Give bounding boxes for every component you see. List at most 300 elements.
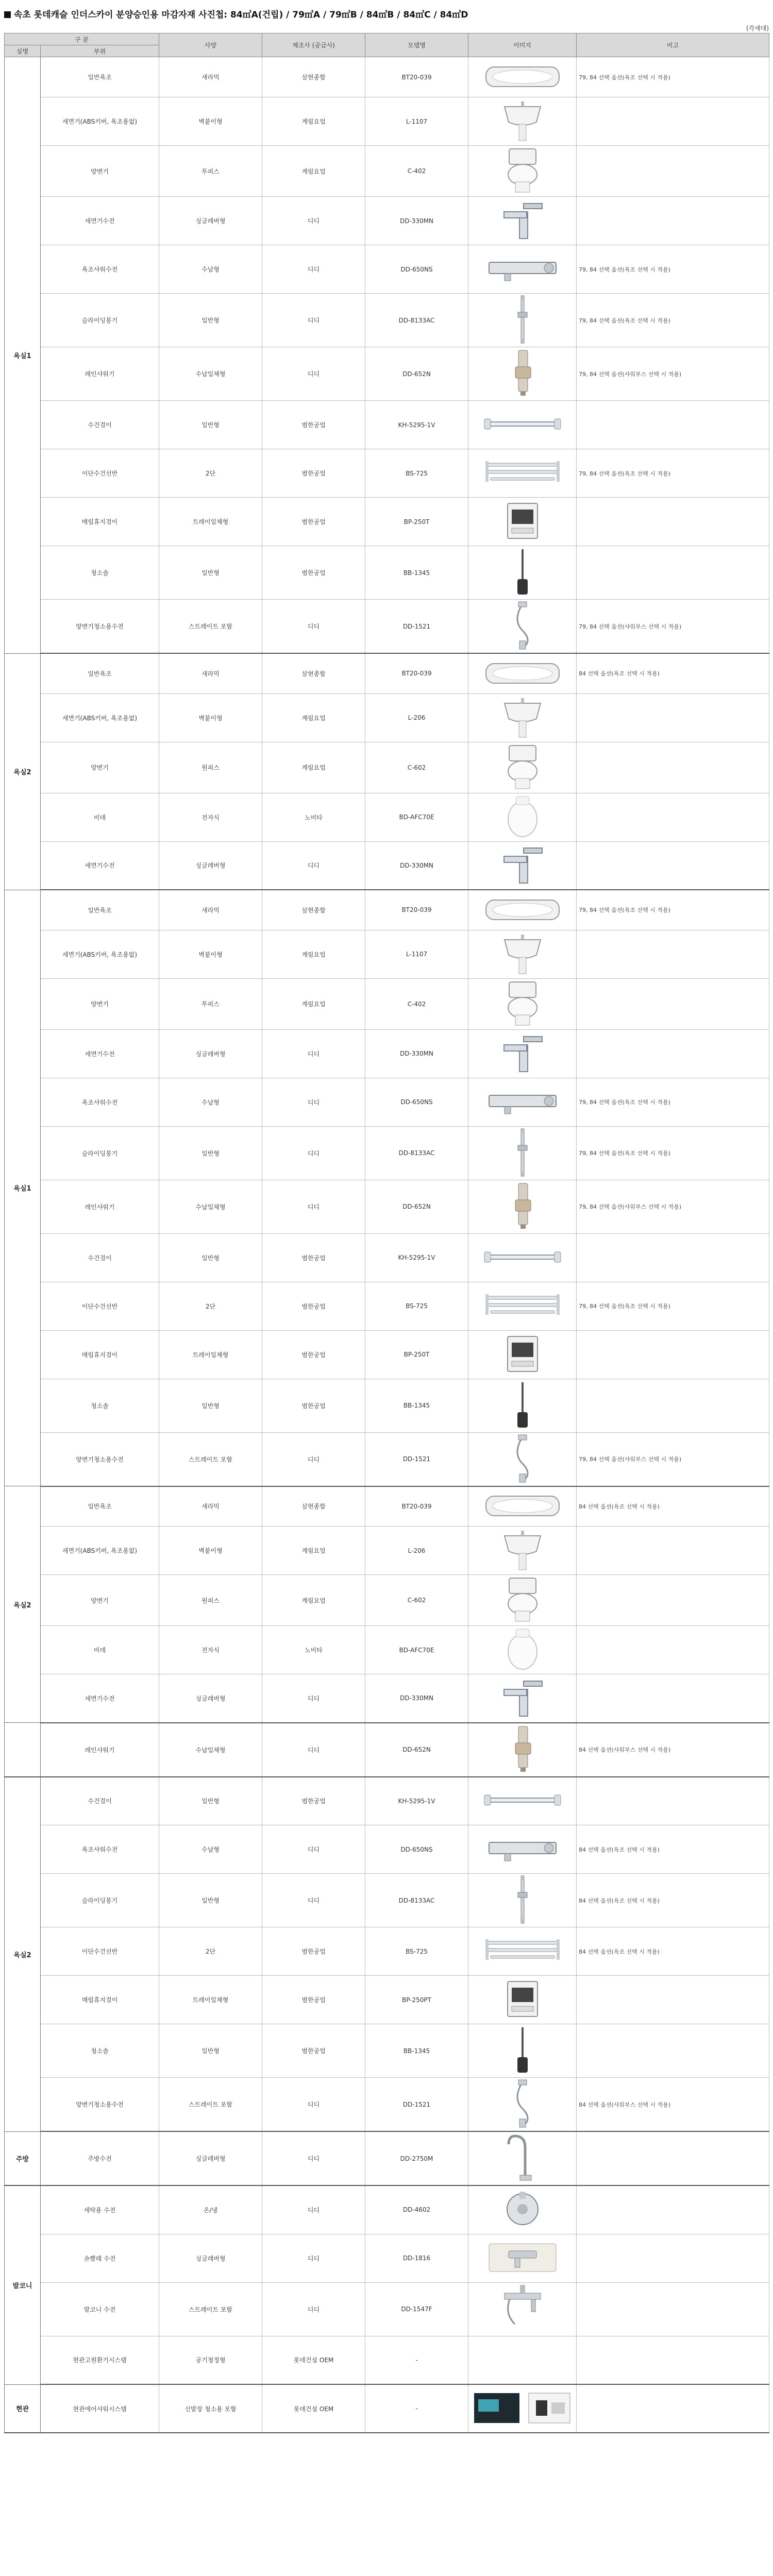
- group-cell: 주방: [5, 2131, 41, 2185]
- image-cell: [468, 2234, 577, 2282]
- paper-holder-icon: [468, 1333, 576, 1376]
- item-cell: 레인샤워기: [41, 347, 159, 401]
- note-cell: [577, 1527, 769, 1575]
- spec-cell: 스트레이트 포함: [159, 2078, 262, 2132]
- image-cell: [468, 2078, 577, 2132]
- spec-cell: 일반형: [159, 1126, 262, 1180]
- model-cell: L-1107: [365, 97, 468, 146]
- item-cell: 손빨래 수전: [41, 2234, 159, 2282]
- bidet-sprayer-icon: [468, 600, 576, 653]
- maker-cell: 노비타: [262, 1626, 365, 1674]
- model-cell: DD-1521: [365, 600, 468, 654]
- table-row: [5, 1233, 769, 1282]
- maker-cell: 계림요업: [262, 1575, 365, 1626]
- note-cell: [577, 546, 769, 600]
- image-cell: [468, 841, 577, 890]
- spec-cell: 벽붙이형: [159, 693, 262, 742]
- item-cell: 세면기(ABS키버, 욕조용없): [41, 693, 159, 742]
- spec-cell: 2단: [159, 1927, 262, 1976]
- image-cell: [468, 1825, 577, 1874]
- header-maker: 제조사 (공급사): [262, 33, 365, 57]
- toilet-icon: [468, 742, 576, 793]
- note-cell: 79, 84 선택 옵션(샤워부스 선택 시 적용): [577, 1432, 769, 1486]
- maker-cell: 디디: [262, 2131, 365, 2185]
- spec-cell: 2단: [159, 1282, 262, 1330]
- table-row: [5, 1874, 769, 1927]
- table-row: [5, 978, 769, 1029]
- table-row: [5, 2024, 769, 2078]
- image-cell: [468, 2384, 577, 2433]
- image-cell: [468, 1527, 577, 1575]
- kitchen-faucet-icon: [468, 2132, 576, 2185]
- faucet-icon: [468, 844, 576, 887]
- maker-cell: 범한공업: [262, 401, 365, 449]
- spec-cell: 스트레이트 포함: [159, 1432, 262, 1486]
- table-row: [5, 841, 769, 890]
- washbasin-icon: [468, 694, 576, 742]
- spec-cell: 싱글레버형: [159, 1674, 262, 1723]
- item-cell: 욕조샤워수전: [41, 1078, 159, 1126]
- maker-cell: 디디: [262, 1078, 365, 1126]
- header-image: 이미지: [468, 33, 577, 57]
- bathtub-icon: [468, 895, 576, 925]
- table-row: [5, 742, 769, 793]
- model-cell: BT20-039: [365, 1486, 468, 1527]
- header-model: 모델명: [365, 33, 468, 57]
- image-cell: [468, 1379, 577, 1432]
- group-cell: 현관: [5, 2384, 41, 2433]
- item-cell: 슬라이딩봉기: [41, 294, 159, 347]
- washbasin-icon: [468, 930, 576, 978]
- table-row: [5, 57, 769, 97]
- group-cell: 욕실1: [5, 890, 41, 1486]
- model-cell: C-602: [365, 1575, 468, 1626]
- image-cell: [468, 793, 577, 841]
- maker-cell: 범한공업: [262, 498, 365, 546]
- table-row: [5, 197, 769, 245]
- spec-cell: 원피스: [159, 1575, 262, 1626]
- item-cell: 이단수건선반: [41, 449, 159, 498]
- maker-cell: 계림요업: [262, 742, 365, 793]
- image-cell: [468, 2282, 577, 2336]
- spec-cell: 싱글레버형: [159, 841, 262, 890]
- maker-cell: 범한공업: [262, 1330, 365, 1379]
- spec-cell: 수납형: [159, 245, 262, 294]
- header-spec: 사양: [159, 33, 262, 57]
- group-cell: [5, 1723, 41, 1777]
- model-cell: DD-8133AC: [365, 1874, 468, 1927]
- model-cell: DD-330MN: [365, 1029, 468, 1078]
- model-cell: C-602: [365, 742, 468, 793]
- table-row: [5, 930, 769, 978]
- model-cell: DD-330MN: [365, 197, 468, 245]
- table-row: [5, 653, 769, 693]
- image-cell: [468, 1330, 577, 1379]
- model-cell: -: [365, 2384, 468, 2433]
- image-cell: [468, 97, 577, 146]
- rain-shower-icon: [468, 1180, 576, 1233]
- model-cell: DD-650NS: [365, 1078, 468, 1126]
- image-cell: [468, 57, 577, 97]
- maker-cell: 삼현종합: [262, 890, 365, 930]
- header-note: 비고: [577, 33, 769, 57]
- note-cell: [577, 693, 769, 742]
- header-space: 실명: [5, 45, 41, 57]
- towel-bar-icon: [468, 1247, 576, 1269]
- table-row: [5, 1626, 769, 1674]
- spec-cell: 온/냉: [159, 2185, 262, 2234]
- note-cell: [577, 2131, 769, 2185]
- table-row: [5, 1527, 769, 1575]
- maker-cell: 디디: [262, 1825, 365, 1874]
- shower-mixer-icon: [468, 253, 576, 285]
- towel-shelf-icon: [468, 1935, 576, 1968]
- image-cell: [468, 2131, 577, 2185]
- towel-shelf-icon: [468, 1290, 576, 1323]
- item-cell: 일반욕조: [41, 1486, 159, 1527]
- spec-cell: 수납일체형: [159, 1723, 262, 1777]
- faucet-icon: [468, 199, 576, 242]
- note-cell: [577, 1626, 769, 1674]
- materials-table: [4, 33, 769, 2433]
- header-group: 구 분: [5, 33, 159, 45]
- image-cell: [468, 693, 577, 742]
- table-row: [5, 890, 769, 930]
- note-cell: [577, 2185, 769, 2234]
- note-cell: 79, 84 선택 옵션(욕조 선택 시 적용): [577, 1282, 769, 1330]
- item-cell: 세면기수전: [41, 1674, 159, 1723]
- model-cell: DD-652N: [365, 347, 468, 401]
- table-row: [5, 1777, 769, 1825]
- item-cell: 세면기(ABS키버, 욕조용없): [41, 97, 159, 146]
- table-row: [5, 1330, 769, 1379]
- image-cell: [468, 1976, 577, 2024]
- group-cell: 욕실1: [5, 57, 41, 654]
- maker-cell: 계림요업: [262, 693, 365, 742]
- item-cell: 양변기: [41, 146, 159, 197]
- model-cell: DD-652N: [365, 1723, 468, 1777]
- table-row: [5, 401, 769, 449]
- maker-cell: 삼현종합: [262, 1486, 365, 1527]
- spec-cell: 투피스: [159, 978, 262, 1029]
- table-row: [5, 498, 769, 546]
- item-cell: 청소솔: [41, 1379, 159, 1432]
- shower-mixer-icon: [468, 1086, 576, 1118]
- bidet-icon: [468, 793, 576, 841]
- table-row: [5, 1029, 769, 1078]
- bathtub-icon: [468, 1491, 576, 1521]
- model-cell: DD-4602: [365, 2185, 468, 2234]
- slide-bar-icon: [468, 294, 576, 347]
- rain-shower-icon: [468, 1723, 576, 1776]
- note-cell: [577, 1777, 769, 1825]
- group-cell: 발코니: [5, 2185, 41, 2384]
- table-row: [5, 449, 769, 498]
- maker-cell: 노비타: [262, 793, 365, 841]
- image-cell: [468, 1126, 577, 1180]
- note-cell: 79, 84 선택 옵션(욕조 선택 시 적용): [577, 57, 769, 97]
- table-row: [5, 1432, 769, 1486]
- table-row: [5, 1927, 769, 1976]
- item-cell: 일반욕조: [41, 890, 159, 930]
- spec-cell: 트레이일체형: [159, 1976, 262, 2024]
- note-cell: [577, 930, 769, 978]
- table-row: [5, 600, 769, 654]
- image-cell: [468, 245, 577, 294]
- note-cell: 79, 84 선택 옵션(샤워부스 선택 시 적용): [577, 347, 769, 401]
- bidet-sprayer-icon: [468, 2078, 576, 2131]
- note-cell: [577, 1379, 769, 1432]
- model-cell: L-1107: [365, 930, 468, 978]
- table-row: [5, 1078, 769, 1126]
- image-cell: [468, 1029, 577, 1078]
- table-row: [5, 347, 769, 401]
- image-cell: [468, 600, 577, 654]
- image-cell: [468, 294, 577, 347]
- bathtub-icon: [468, 658, 576, 689]
- spec-cell: 일반형: [159, 1777, 262, 1825]
- note-cell: [577, 2234, 769, 2282]
- note-cell: [577, 841, 769, 890]
- model-cell: L-206: [365, 1527, 468, 1575]
- note-cell: 79, 84 선택 옵션(욕조 선택 시 적용): [577, 1126, 769, 1180]
- item-cell: 발코니 수전: [41, 2282, 159, 2336]
- table-row: [5, 2185, 769, 2234]
- washer-valve-icon: [468, 2189, 576, 2231]
- washbasin-icon: [468, 1527, 576, 1574]
- maker-cell: 계림요업: [262, 978, 365, 1029]
- item-cell: 슬라이딩봉기: [41, 1874, 159, 1927]
- table-row: [5, 2336, 769, 2384]
- item-cell: 양변기청소용수전: [41, 2078, 159, 2132]
- title-bar: [0, 0, 773, 24]
- note-cell: 79, 84 선택 옵션(욕조 선택 시 적용): [577, 245, 769, 294]
- image-cell: [468, 1180, 577, 1233]
- model-cell: DD-650NS: [365, 1825, 468, 1874]
- note-cell: [577, 2282, 769, 2336]
- table-row: [5, 693, 769, 742]
- header-item: 부위: [41, 45, 159, 57]
- note-cell: 79, 84 선택 옵션(욕조 선택 시 적용): [577, 890, 769, 930]
- item-cell: 세면기수전: [41, 1029, 159, 1078]
- paper-holder-icon: [468, 500, 576, 543]
- spec-cell: 공기청정형: [159, 2336, 262, 2384]
- image-cell: [468, 2336, 577, 2384]
- item-cell: 양변기청소용수전: [41, 600, 159, 654]
- table-row: [5, 1379, 769, 1432]
- maker-cell: 계림요업: [262, 146, 365, 197]
- bidet-sprayer-icon: [468, 1433, 576, 1486]
- image-cell: [468, 2024, 577, 2078]
- model-cell: C-402: [365, 978, 468, 1029]
- spec-cell: 새라믹: [159, 653, 262, 693]
- washbasin-icon: [468, 97, 576, 145]
- item-cell: 수건걸이: [41, 1233, 159, 1282]
- model-cell: L-206: [365, 693, 468, 742]
- spec-cell: 트레이일체형: [159, 498, 262, 546]
- model-cell: DD-1547F: [365, 2282, 468, 2336]
- maker-cell: 디디: [262, 347, 365, 401]
- maker-cell: 디디: [262, 1126, 365, 1180]
- spec-cell: 새라믹: [159, 1486, 262, 1527]
- toilet-brush-icon: [468, 546, 576, 599]
- model-cell: BT20-039: [365, 890, 468, 930]
- spec-cell: 일반형: [159, 1874, 262, 1927]
- note-cell: [577, 1233, 769, 1282]
- image-cell: [468, 146, 577, 197]
- item-cell: 세면기수전: [41, 197, 159, 245]
- table-row: [5, 2131, 769, 2185]
- note-cell: 84 선택 옵션(욕조 선택 시 적용): [577, 1825, 769, 1874]
- maker-cell: 디디: [262, 1180, 365, 1233]
- image-cell: [468, 197, 577, 245]
- spec-cell: 일반형: [159, 546, 262, 600]
- item-cell: 주방수전: [41, 2131, 159, 2185]
- spec-cell: 싱글레버형: [159, 197, 262, 245]
- item-cell: 슬라이딩봉기: [41, 1126, 159, 1180]
- spec-cell: 벽붙이형: [159, 930, 262, 978]
- image-cell: [468, 1282, 577, 1330]
- item-cell: 일반욕조: [41, 653, 159, 693]
- item-cell: 욕조샤워수전: [41, 1825, 159, 1874]
- maker-cell: 계림요업: [262, 1527, 365, 1575]
- model-cell: BS-725: [365, 1927, 468, 1976]
- note-cell: 79, 84 선택 옵션(욕조 선택 시 적용): [577, 1078, 769, 1126]
- group-cell: 욕실2: [5, 1486, 41, 1723]
- image-cell: [468, 1626, 577, 1674]
- table-row: [5, 1180, 769, 1233]
- table-row: [5, 1825, 769, 1874]
- slide-bar-icon: [468, 1127, 576, 1180]
- unit-label: (각세대): [746, 25, 769, 32]
- image-cell: [468, 930, 577, 978]
- item-cell: 매립휴지걸이: [41, 1330, 159, 1379]
- model-cell: BS-725: [365, 449, 468, 498]
- model-cell: BP-250T: [365, 1330, 468, 1379]
- item-cell: 욕조샤워수전: [41, 245, 159, 294]
- note-cell: [577, 2336, 769, 2384]
- item-cell: 세면기(ABS키버, 욕조용없): [41, 1527, 159, 1575]
- document-title: [4, 7, 468, 20]
- model-cell: BP-250T: [365, 498, 468, 546]
- spec-cell: 싱글레버형: [159, 2131, 262, 2185]
- item-cell: 수건걸이: [41, 401, 159, 449]
- model-cell: BT20-039: [365, 57, 468, 97]
- table-row: [5, 793, 769, 841]
- table-row: [5, 1674, 769, 1723]
- rain-shower-icon: [468, 347, 576, 400]
- item-cell: 세탁용 수전: [41, 2185, 159, 2234]
- maker-cell: 디디: [262, 1874, 365, 1927]
- maker-cell: 디디: [262, 600, 365, 654]
- image-cell: [468, 1927, 577, 1976]
- image-cell: [468, 1575, 577, 1626]
- note-cell: [577, 97, 769, 146]
- spec-cell: 일반형: [159, 2024, 262, 2078]
- spec-cell: 수납형: [159, 1825, 262, 1874]
- toilet-brush-icon: [468, 2024, 576, 2077]
- maker-cell: 디디: [262, 1723, 365, 1777]
- towel-bar-icon: [468, 414, 576, 436]
- maker-cell: 범한공업: [262, 546, 365, 600]
- note-cell: [577, 1029, 769, 1078]
- group-cell: 욕실2: [5, 653, 41, 890]
- spec-cell: 수납일체형: [159, 1180, 262, 1233]
- item-cell: 매립휴지걸이: [41, 1976, 159, 2024]
- towel-shelf-icon: [468, 457, 576, 489]
- item-cell: 매립휴지걸이: [41, 498, 159, 546]
- model-cell: BB-1345: [365, 2024, 468, 2078]
- spec-cell: 벽붙이형: [159, 97, 262, 146]
- slide-bar-icon: [468, 1874, 576, 1927]
- maker-cell: 디디: [262, 1432, 365, 1486]
- note-cell: 79, 84 선택 옵션(샤워부스 선택 시 적용): [577, 600, 769, 654]
- note-cell: [577, 742, 769, 793]
- item-cell: 청소솔: [41, 546, 159, 600]
- image-cell: [468, 890, 577, 930]
- table-header: [5, 33, 769, 57]
- maker-cell: 디디: [262, 841, 365, 890]
- maker-cell: 디디: [262, 2078, 365, 2132]
- maker-cell: 범한공업: [262, 2024, 365, 2078]
- note-cell: [577, 1575, 769, 1626]
- maker-cell: 삼현종합: [262, 653, 365, 693]
- maker-cell: 범한공업: [262, 1976, 365, 2024]
- note-cell: [577, 793, 769, 841]
- item-cell: 청소솔: [41, 2024, 159, 2078]
- maker-cell: 디디: [262, 2185, 365, 2234]
- item-cell: 양변기: [41, 978, 159, 1029]
- item-cell: 비데: [41, 1626, 159, 1674]
- model-cell: DD-330MN: [365, 1674, 468, 1723]
- maker-cell: 범한공업: [262, 1379, 365, 1432]
- balcony-faucet-icon: [468, 2283, 576, 2336]
- note-cell: 79, 84 선택 옵션(욕조 선택 시 적용): [577, 294, 769, 347]
- item-cell: 레인샤워기: [41, 1180, 159, 1233]
- spec-cell: 일반형: [159, 401, 262, 449]
- image-cell: [468, 498, 577, 546]
- model-cell: DD-8133AC: [365, 294, 468, 347]
- air-shower-icon: [468, 2390, 576, 2428]
- table-row: [5, 1575, 769, 1626]
- model-cell: DD-1521: [365, 2078, 468, 2132]
- note-cell: 84 선택 옵션(욕조 선택 시 적용): [577, 1927, 769, 1976]
- spec-cell: 신발장 청소용 포함: [159, 2384, 262, 2433]
- bidet-icon: [468, 1626, 576, 1674]
- square-bullet-icon: [4, 11, 11, 18]
- note-cell: 79, 84 선택 옵션(샤워부스 선택 시 적용): [577, 1180, 769, 1233]
- table-row: [5, 97, 769, 146]
- table-row: [5, 2234, 769, 2282]
- toilet-icon: [468, 979, 576, 1029]
- paper-holder-icon: [468, 1978, 576, 2021]
- spec-cell: 전자식: [159, 793, 262, 841]
- maker-cell: 롯데건설 OEM: [262, 2384, 365, 2433]
- shower-mixer-icon: [468, 1833, 576, 1866]
- image-cell: [468, 1723, 577, 1777]
- note-cell: [577, 498, 769, 546]
- note-cell: [577, 146, 769, 197]
- maker-cell: 디디: [262, 1029, 365, 1078]
- item-cell: 이단수건선반: [41, 1927, 159, 1976]
- item-cell: 수건걸이: [41, 1777, 159, 1825]
- model-cell: -: [365, 2336, 468, 2384]
- item-cell: 일반욕조: [41, 57, 159, 97]
- spec-cell: 스트레이트 포함: [159, 600, 262, 654]
- image-cell: [468, 347, 577, 401]
- model-cell: DD-2750M: [365, 2131, 468, 2185]
- model-cell: BB-1345: [365, 1379, 468, 1432]
